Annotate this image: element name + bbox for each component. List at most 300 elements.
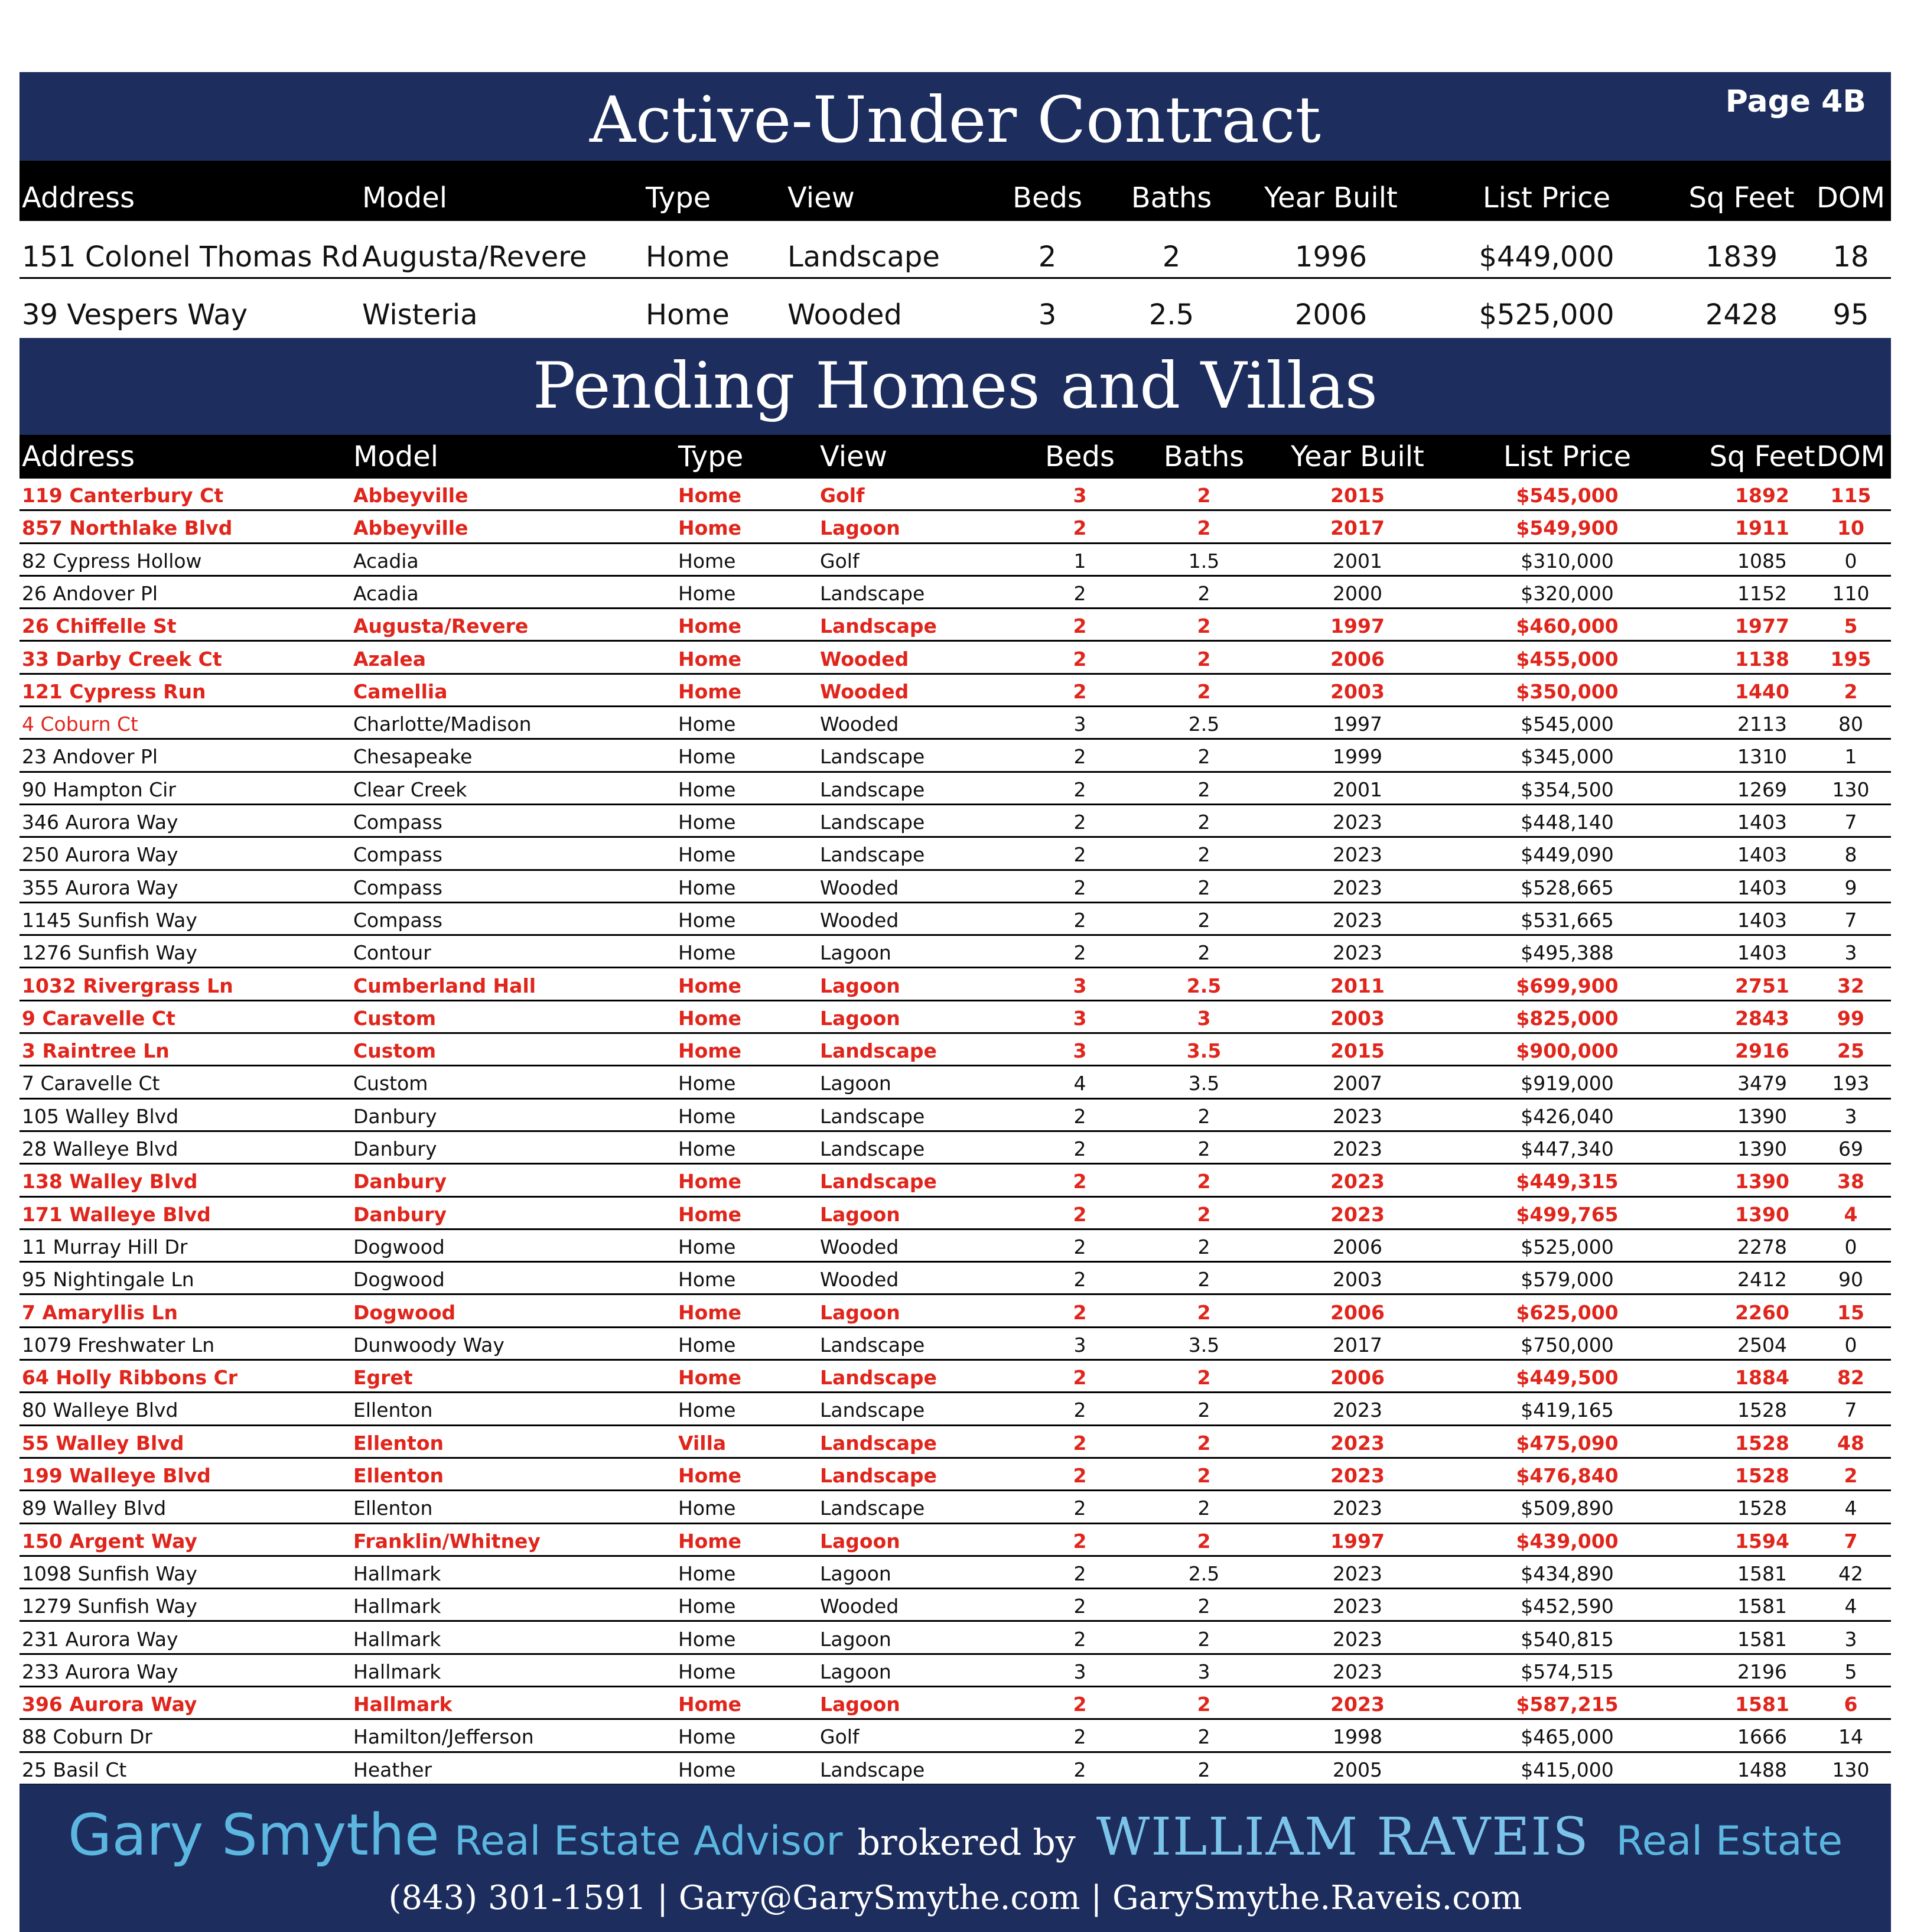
pending-cell-baths: 2.5	[1188, 1562, 1220, 1585]
pending-cell-sq-feet: 1138	[1735, 647, 1789, 671]
pending-cell-model: Camellia	[353, 679, 448, 703]
pending-cell-address: 1276 Sunfish Way	[22, 941, 197, 965]
pending-cell-baths: 2	[1197, 581, 1210, 605]
pending-cell-sq-feet: 2278	[1737, 1235, 1787, 1258]
pending-cell-year-built: 1997	[1333, 713, 1382, 736]
pending-cell-address: 150 Argent Way	[22, 1529, 197, 1553]
pending-cell-dom: 7	[1844, 1398, 1857, 1422]
pending-cell-view: Landscape	[820, 843, 925, 867]
pending-cell-list-price: $587,215	[1516, 1693, 1619, 1716]
pending-cell-sq-feet: 2843	[1735, 1006, 1789, 1030]
table-row	[19, 1720, 1891, 1752]
pending-cell-dom: 5	[1844, 614, 1858, 638]
pending-cell-address: 250 Aurora Way	[22, 843, 178, 867]
active-cell-baths: 2	[1162, 240, 1181, 274]
active-cell-list-price: $525,000	[1479, 298, 1614, 331]
pending-cell-address: 23 Andover Pl	[22, 745, 158, 769]
pending-cell-sq-feet: 1403	[1737, 876, 1787, 899]
pending-cell-address: 396 Aurora Way	[22, 1693, 197, 1716]
pending-cell-sq-feet: 1594	[1735, 1529, 1789, 1553]
pending-cell-sq-feet: 1528	[1737, 1398, 1787, 1422]
table-row	[19, 1393, 1891, 1426]
pending-cell-view: Landscape	[820, 1333, 925, 1357]
pending-cell-baths: 2	[1197, 843, 1210, 867]
pending-cell-beds: 1	[1073, 549, 1086, 573]
pending-cell-year-built: 2017	[1333, 1333, 1382, 1357]
pending-cell-beds: 2	[1073, 941, 1086, 965]
pending-cell-list-price: $475,090	[1516, 1431, 1619, 1455]
pending-cell-type: Home	[678, 1006, 742, 1030]
pending-cell-baths: 2	[1197, 811, 1210, 834]
pending-cell-model: Charlotte/Madison	[353, 713, 532, 736]
pending-cell-year-built: 2023	[1333, 843, 1382, 867]
contact-line: (843) 301-1591 | Gary@GarySmythe.com | GarySmythe.Raveis.com	[388, 1879, 1522, 1917]
pending-cell-address: 26 Andover Pl	[22, 581, 158, 605]
pending-cell-model: Ellenton	[353, 1464, 444, 1487]
pending-cell-address: 233 Aurora Way	[22, 1660, 178, 1683]
pending-cell-type: Home	[678, 1366, 742, 1390]
pending-cell-year-built: 2023	[1330, 1170, 1385, 1193]
table-row	[19, 805, 1891, 838]
pending-cell-list-price: $345,000	[1521, 745, 1614, 769]
pending-cell-address: 28 Walleye Blvd	[22, 1137, 178, 1160]
pending-cell-year-built: 2023	[1333, 1137, 1382, 1160]
pending-cell-baths: 2	[1197, 941, 1210, 965]
pending-col-header-model: Model	[353, 440, 439, 473]
pending-cell-type: Home	[678, 1758, 736, 1781]
pending-cell-dom: 25	[1837, 1039, 1864, 1063]
active-col-header-type: Type	[646, 181, 711, 214]
table-row	[19, 1426, 1891, 1459]
pending-cell-dom: 48	[1837, 1431, 1864, 1455]
table-row	[19, 1165, 1891, 1197]
pending-cell-baths: 2	[1197, 1366, 1211, 1390]
pending-cell-model: Ellenton	[353, 1497, 433, 1520]
pending-cell-list-price: $455,000	[1516, 647, 1619, 671]
pending-cell-beds: 2	[1073, 1268, 1086, 1292]
pending-cell-list-price: $449,315	[1516, 1170, 1619, 1193]
pending-cell-sq-feet: 1528	[1737, 1497, 1787, 1520]
table-row	[19, 707, 1891, 740]
active-col-header-baths: Baths	[1131, 181, 1212, 214]
active-cell-model: Augusta/Revere	[362, 240, 587, 274]
pending-cell-view: Lagoon	[820, 1693, 900, 1716]
pending-cell-view: Wooded	[820, 679, 909, 703]
pending-cell-baths: 2	[1197, 614, 1211, 638]
pending-cell-year-built: 2000	[1333, 581, 1382, 605]
table-row	[19, 544, 1891, 577]
pending-cell-beds: 2	[1073, 843, 1086, 867]
pending-cell-model: Acadia	[353, 549, 419, 573]
pending-cell-list-price: $350,000	[1516, 679, 1619, 703]
pending-cell-address: 55 Walley Blvd	[22, 1431, 184, 1455]
pending-cell-view: Landscape	[820, 1758, 925, 1781]
pending-cell-dom: 3	[1844, 1627, 1857, 1651]
active-col-header-model: Model	[362, 181, 448, 214]
pending-cell-dom: 2	[1844, 1464, 1858, 1487]
pending-cell-year-built: 2003	[1330, 1006, 1385, 1030]
pending-cell-view: Golf	[820, 1725, 860, 1749]
pending-cell-type: Home	[678, 1595, 736, 1618]
pending-cell-model: Abbeyville	[353, 484, 468, 507]
active-col-header-list-price: List Price	[1482, 181, 1611, 214]
active-title-band	[19, 72, 1891, 161]
pending-cell-view: Landscape	[820, 1366, 937, 1390]
pending-cell-sq-feet: 1440	[1735, 679, 1789, 703]
pending-cell-list-price: $415,000	[1521, 1758, 1614, 1781]
pending-cell-baths: 3.5	[1186, 1039, 1222, 1063]
table-row	[19, 1491, 1891, 1524]
active-col-header-sq-feet: Sq Feet	[1688, 181, 1795, 214]
pending-cell-dom: 5	[1844, 1660, 1857, 1683]
pending-cell-sq-feet: 1911	[1735, 516, 1789, 540]
pending-cell-view: Wooded	[820, 876, 899, 899]
table-row	[19, 1557, 1891, 1589]
pending-cell-type: Home	[678, 876, 736, 899]
pending-cell-beds: 2	[1073, 1398, 1086, 1422]
pending-cell-year-built: 2006	[1330, 647, 1385, 671]
pending-cell-address: 346 Aurora Way	[22, 811, 178, 834]
table-row	[19, 1034, 1891, 1066]
pending-cell-view: Lagoon	[820, 1202, 900, 1226]
pending-cell-type: Home	[678, 1039, 742, 1063]
active-cell-beds: 2	[1038, 240, 1057, 274]
footer-banner	[19, 1784, 1891, 1932]
pending-cell-model: Danbury	[353, 1170, 447, 1193]
pending-cell-beds: 2	[1073, 1725, 1086, 1749]
pending-cell-sq-feet: 2751	[1735, 974, 1789, 997]
pending-cell-sq-feet: 1581	[1737, 1595, 1787, 1618]
pending-cell-year-built: 1997	[1330, 1529, 1385, 1553]
pending-cell-view: Landscape	[820, 811, 925, 834]
pending-cell-model: Contour	[353, 941, 431, 965]
pending-cell-address: 90 Hampton Cir	[22, 778, 176, 801]
pending-cell-address: 82 Cypress Hollow	[22, 549, 202, 573]
pending-cell-view: Lagoon	[820, 1562, 891, 1585]
active-cell-baths: 2.5	[1148, 298, 1194, 331]
pending-cell-address: 33 Darby Creek Ct	[22, 647, 222, 671]
active-col-header-address: Address	[22, 181, 135, 214]
pending-cell-list-price: $495,388	[1521, 941, 1614, 965]
pending-cell-beds: 2	[1073, 1529, 1087, 1553]
pending-cell-beds: 2	[1073, 745, 1086, 769]
pending-cell-list-price: $900,000	[1516, 1039, 1619, 1063]
pending-cell-year-built: 2023	[1333, 908, 1382, 932]
pending-cell-sq-feet: 1152	[1737, 581, 1787, 605]
pending-cell-beds: 2	[1073, 1300, 1087, 1324]
table-row	[19, 838, 1891, 870]
pending-cell-year-built: 1999	[1333, 745, 1382, 769]
footer-line-1	[19, 1802, 1891, 1868]
pending-cell-sq-feet: 1581	[1737, 1627, 1787, 1651]
pending-cell-sq-feet: 1528	[1735, 1464, 1789, 1487]
pending-cell-sq-feet: 1884	[1735, 1366, 1789, 1390]
pending-cell-dom: 195	[1830, 647, 1871, 671]
pending-cell-sq-feet: 1488	[1737, 1758, 1787, 1781]
pending-cell-dom: 4	[1844, 1202, 1858, 1226]
pending-cell-baths: 2	[1197, 1758, 1210, 1781]
pending-cell-type: Home	[678, 1104, 736, 1128]
pending-cell-model: Dogwood	[353, 1235, 445, 1258]
pending-cell-beds: 2	[1073, 1627, 1086, 1651]
pending-cell-list-price: $750,000	[1521, 1333, 1614, 1357]
table-row	[19, 1753, 1891, 1785]
active-cell-sq-feet: 2428	[1705, 298, 1778, 331]
active-cell-beds: 3	[1038, 298, 1057, 331]
pending-cell-dom: 1	[1844, 745, 1857, 769]
pending-cell-address: 1032 Rivergrass Ln	[22, 974, 233, 997]
pending-cell-address: 64 Holly Ribbons Cr	[22, 1366, 238, 1390]
pending-cell-dom: 38	[1837, 1170, 1864, 1193]
pending-cell-dom: 10	[1837, 516, 1864, 540]
pending-cell-list-price: $540,815	[1521, 1627, 1614, 1651]
pending-cell-sq-feet: 1085	[1737, 549, 1787, 573]
pending-cell-address: 95 Nightingale Ln	[22, 1268, 194, 1292]
pending-cell-dom: 130	[1832, 778, 1870, 801]
pending-cell-baths: 2	[1197, 745, 1210, 769]
table-row	[19, 479, 1891, 511]
pending-cell-list-price: $579,000	[1521, 1268, 1614, 1292]
pending-cell-model: Danbury	[353, 1137, 437, 1160]
pending-cell-baths: 3.5	[1188, 1333, 1220, 1357]
pending-cell-model: Cumberland Hall	[353, 974, 536, 997]
pending-cell-model: Acadia	[353, 581, 419, 605]
pending-cell-baths: 2	[1197, 1464, 1211, 1487]
pending-cell-list-price: $528,665	[1521, 876, 1614, 899]
table-row	[19, 1328, 1891, 1361]
pending-cell-beds: 2	[1073, 1202, 1087, 1226]
pending-cell-year-built: 2023	[1333, 876, 1382, 899]
pending-cell-view: Wooded	[820, 1595, 899, 1618]
pending-cell-list-price: $825,000	[1516, 1006, 1619, 1030]
pending-cell-view: Landscape	[820, 1039, 937, 1063]
pending-cell-model: Compass	[353, 811, 442, 834]
pending-cell-view: Golf	[820, 484, 865, 507]
table-row	[19, 1589, 1891, 1622]
pending-cell-dom: 80	[1838, 713, 1863, 736]
pending-cell-address: 88 Coburn Dr	[22, 1725, 152, 1749]
table-row	[19, 1361, 1891, 1393]
table-row	[19, 279, 1891, 337]
pending-cell-year-built: 2023	[1333, 1660, 1382, 1683]
pending-cell-list-price: $574,515	[1521, 1660, 1614, 1683]
active-cell-dom: 18	[1832, 240, 1869, 274]
table-row	[19, 1263, 1891, 1295]
pending-cell-baths: 2	[1197, 1137, 1210, 1160]
pending-cell-address: 199 Walleye Blvd	[22, 1464, 211, 1487]
pending-cell-view: Wooded	[820, 1235, 899, 1258]
pending-cell-dom: 0	[1844, 549, 1857, 573]
page-label: Page 4B	[1725, 84, 1866, 119]
pending-cell-dom: 99	[1837, 1006, 1864, 1030]
pending-cell-type: Home	[678, 1235, 736, 1258]
pending-cell-list-price: $439,000	[1516, 1529, 1619, 1553]
pending-cell-model: Dunwoody Way	[353, 1333, 504, 1357]
pending-cell-model: Augusta/Revere	[353, 614, 529, 638]
pending-cell-model: Hallmark	[353, 1562, 441, 1585]
pending-cell-address: 231 Aurora Way	[22, 1627, 178, 1651]
pending-cell-year-built: 1998	[1333, 1725, 1382, 1749]
pending-cell-sq-feet: 1403	[1737, 811, 1787, 834]
pending-cell-type: Home	[678, 1725, 736, 1749]
pending-col-header-list-price: List Price	[1503, 440, 1632, 473]
pending-cell-baths: 2	[1197, 778, 1210, 801]
pending-cell-sq-feet: 1269	[1737, 778, 1787, 801]
pending-cell-type: Home	[678, 1170, 742, 1193]
pending-cell-sq-feet: 1390	[1735, 1202, 1789, 1226]
pending-cell-beds: 2	[1073, 1497, 1086, 1520]
pending-cell-baths: 3.5	[1188, 1072, 1220, 1095]
pending-cell-sq-feet: 1977	[1735, 614, 1789, 638]
pending-cell-type: Home	[678, 1137, 736, 1160]
pending-cell-type: Home	[678, 1562, 736, 1585]
table-row	[19, 740, 1891, 772]
pending-cell-list-price: $545,000	[1521, 713, 1614, 736]
pending-cell-type: Home	[678, 1497, 736, 1520]
pending-cell-view: Landscape	[820, 1497, 925, 1520]
pending-cell-year-built: 2023	[1330, 1431, 1385, 1455]
pending-cell-model: Custom	[353, 1072, 428, 1095]
pending-cell-sq-feet: 1403	[1737, 908, 1787, 932]
pending-cell-address: 1079 Freshwater Ln	[22, 1333, 215, 1357]
pending-cell-model: Heather	[353, 1758, 432, 1781]
table-row	[19, 1524, 1891, 1557]
table-row	[19, 1066, 1891, 1099]
active-col-header-year-built: Year Built	[1264, 181, 1398, 214]
pending-cell-baths: 2.5	[1186, 974, 1222, 997]
table-row	[19, 1132, 1891, 1165]
pending-cell-list-price: $919,000	[1521, 1072, 1614, 1095]
pending-cell-type: Home	[678, 516, 742, 540]
pending-cell-dom: 9	[1844, 876, 1857, 899]
pending-cell-list-price: $465,000	[1521, 1725, 1614, 1749]
pending-cell-baths: 2	[1197, 516, 1211, 540]
pending-cell-dom: 32	[1837, 974, 1864, 997]
active-cell-address: 39 Vespers Way	[22, 298, 248, 331]
pending-cell-sq-feet: 2504	[1737, 1333, 1787, 1357]
pending-cell-type: Home	[678, 778, 736, 801]
pending-cell-model: Custom	[353, 1006, 437, 1030]
pending-cell-sq-feet: 2196	[1737, 1660, 1787, 1683]
pending-cell-address: 11 Murray Hill Dr	[22, 1235, 188, 1258]
pending-cell-sq-feet: 1581	[1737, 1562, 1787, 1585]
pending-cell-beds: 2	[1073, 581, 1086, 605]
pending-cell-sq-feet: 2412	[1737, 1268, 1787, 1292]
pending-cell-type: Home	[678, 1268, 736, 1292]
pending-cell-model: Custom	[353, 1039, 437, 1063]
pending-cell-baths: 2	[1197, 1202, 1211, 1226]
pending-cell-model: Dogwood	[353, 1268, 445, 1292]
table-row	[19, 642, 1891, 675]
pending-cell-model: Clear Creek	[353, 778, 467, 801]
pending-cell-dom: 90	[1838, 1268, 1863, 1292]
pending-cell-type: Home	[678, 581, 736, 605]
brokered-by: brokered by	[857, 1822, 1076, 1863]
active-cell-year-built: 1996	[1294, 240, 1368, 274]
table-row	[19, 1622, 1891, 1655]
pending-cell-baths: 2.5	[1188, 713, 1220, 736]
pending-cell-beds: 2	[1073, 1366, 1087, 1390]
pending-cell-view: Wooded	[820, 713, 899, 736]
pending-cell-baths: 2	[1197, 1627, 1210, 1651]
pending-cell-type: Home	[678, 1529, 742, 1553]
pending-cell-year-built: 2023	[1330, 1693, 1385, 1716]
active-cell-list-price: $449,000	[1479, 240, 1614, 274]
pending-cell-model: Egret	[353, 1366, 413, 1390]
pending-cell-type: Home	[678, 1202, 742, 1226]
pending-cell-beds: 2	[1073, 1758, 1086, 1781]
pending-cell-sq-feet: 1528	[1735, 1431, 1789, 1455]
table-row	[19, 1001, 1891, 1034]
active-col-header-view: View	[787, 181, 855, 214]
pending-cell-year-built: 1997	[1330, 614, 1385, 638]
pending-cell-list-price: $452,590	[1521, 1595, 1614, 1618]
pending-cell-model: Compass	[353, 843, 442, 867]
pending-cell-model: Compass	[353, 908, 442, 932]
pending-cell-type: Home	[678, 843, 736, 867]
pending-cell-beds: 2	[1073, 1104, 1086, 1128]
table-row	[19, 871, 1891, 903]
pending-cell-list-price: $545,000	[1516, 484, 1619, 507]
pending-cell-view: Landscape	[820, 778, 925, 801]
pending-cell-list-price: $625,000	[1516, 1300, 1619, 1324]
pending-cell-address: 121 Cypress Run	[22, 679, 206, 703]
pending-cell-year-built: 2023	[1330, 1202, 1385, 1226]
pending-cell-year-built: 2001	[1333, 549, 1382, 573]
pending-cell-list-price: $531,665	[1521, 908, 1614, 932]
pending-cell-view: Lagoon	[820, 1660, 891, 1683]
pending-cell-list-price: $476,840	[1516, 1464, 1619, 1487]
pending-cell-baths: 2	[1197, 679, 1211, 703]
pending-cell-list-price: $419,165	[1521, 1398, 1614, 1422]
pending-cell-view: Landscape	[820, 1170, 937, 1193]
pending-cell-list-price: $448,140	[1521, 811, 1614, 834]
pending-cell-dom: 15	[1837, 1300, 1864, 1324]
pending-cell-year-built: 2023	[1333, 1497, 1382, 1520]
pending-cell-type: Home	[678, 1300, 742, 1324]
pending-cell-sq-feet: 2113	[1737, 713, 1787, 736]
pending-cell-dom: 14	[1838, 1725, 1863, 1749]
table-row	[19, 1198, 1891, 1230]
table-row	[19, 1687, 1891, 1720]
pending-cell-beds: 3	[1073, 1039, 1087, 1063]
pending-cell-address: 119 Canterbury Ct	[22, 484, 224, 507]
pending-cell-sq-feet: 3479	[1737, 1072, 1787, 1095]
pending-cell-beds: 4	[1073, 1072, 1086, 1095]
pending-cell-baths: 2	[1197, 1398, 1210, 1422]
pending-cell-sq-feet: 1581	[1735, 1693, 1789, 1716]
pending-cell-type: Home	[678, 908, 736, 932]
pending-col-header-sq-feet: Sq Feet	[1709, 440, 1815, 473]
pending-cell-baths: 2	[1197, 1170, 1211, 1193]
pending-cell-view: Landscape	[820, 614, 937, 638]
pending-cell-year-built: 2023	[1333, 941, 1382, 965]
pending-cell-view: Lagoon	[820, 941, 891, 965]
pending-cell-dom: 7	[1844, 908, 1857, 932]
pending-cell-dom: 7	[1844, 811, 1857, 834]
pending-cell-sq-feet: 1310	[1737, 745, 1787, 769]
pending-cell-view: Wooded	[820, 1268, 899, 1292]
pending-cell-baths: 2	[1197, 1725, 1210, 1749]
pending-cell-view: Lagoon	[820, 1529, 900, 1553]
pending-title-band	[19, 338, 1891, 435]
pending-cell-type: Home	[678, 745, 736, 769]
pending-cell-baths: 3	[1197, 1660, 1210, 1683]
pending-cell-type: Home	[678, 679, 742, 703]
active-cell-sq-feet: 1839	[1705, 240, 1778, 274]
pending-cell-beds: 2	[1073, 679, 1087, 703]
pending-cell-address: 26 Chiffelle St	[22, 614, 177, 638]
